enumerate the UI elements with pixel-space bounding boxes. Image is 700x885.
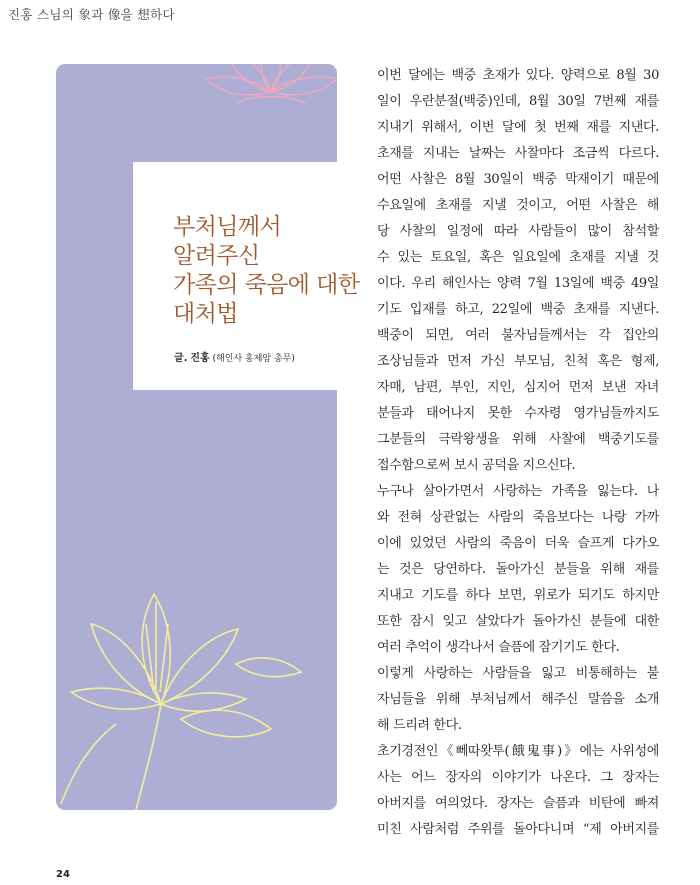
body-line: 여러 추억이 생각나서 슬픔에 잠기기도 한다. (377, 640, 620, 655)
body-line: 와 전혀 상관없는 사람의 죽음보다는 나랑 가까 (377, 510, 659, 525)
body-line: 사는 어느 장자의 이야기가 나온다. 그 장자는 (377, 770, 659, 785)
running-head: 진홍 스님의 象과 像을 想하다 (8, 7, 175, 22)
body-text (377, 63, 659, 843)
body-line: 초재를 지내는 날짜는 사찰마다 조금씩 다르다. (377, 146, 659, 161)
body-line: 조상님들과 먼저 가신 부모님, 친척 혹은 형제, (377, 354, 659, 369)
title-card (133, 162, 365, 390)
author-name: 진홍 (190, 353, 210, 364)
body-line: 기도 입재를 하고, 22일에 백중 초재를 지낸다. (377, 302, 659, 317)
article-title-line: 가족의 죽음에 대한 (173, 272, 360, 298)
author-affiliation: (해인사 홍제암 총무) (212, 354, 295, 364)
body-line: 자님들을 위해 부처님께서 해주신 말씀을 소개 (377, 692, 659, 707)
article-title-line: 대처법 (173, 301, 238, 327)
bottom-lotus-icon (61, 594, 301, 810)
body-line: 수 있는 토요일, 혹은 일요일에 초재를 지낼 것 (377, 250, 659, 265)
body-line: 미친 사람처럼 주위를 돌아다니며 “제 아버지를 (377, 822, 659, 837)
body-line: 접수함으로써 보시 공덕을 지으신다. (377, 458, 576, 473)
body-line: 누구나 살아가면서 사랑하는 가족을 잃는다. 나 (377, 484, 659, 499)
body-line: 아버지를 여의었다. 장자는 슬픔과 비탄에 빠져 (377, 796, 659, 811)
body-line: 지내고 기도를 하다 보면, 위로가 되기도 하지만 (377, 588, 659, 603)
body-line: 이에 있었던 사람의 죽음이 더욱 슬프게 다가오 (377, 536, 659, 551)
body-line: 분들과 태어나지 못한 수자령 영가님들까지도 (377, 406, 659, 421)
body-line: 당 사찰의 일정에 따라 사람들이 많이 참석할 (377, 224, 659, 239)
article-title-line: 알려주신 (173, 243, 260, 269)
article-title-line: 부처님께서 (173, 214, 282, 240)
body-line: 또한 잠시 잊고 살았다가 돌아가신 분들에 대한 (377, 614, 659, 629)
body-line: 그분들의 극락왕생을 위해 사찰에 백중기도를 (377, 432, 659, 447)
body-line: 어떤 사찰은 8월 30일이 백중 막재이기 때문에 (377, 172, 659, 187)
body-line: 이다. 우리 해인사는 양력 7월 13일에 백중 49일 (377, 276, 659, 291)
body-line: 일이 우란분절(백중)인데, 8월 30일 7번째 재를 (377, 94, 659, 109)
byline-prefix: 글. (174, 353, 188, 364)
body-line: 해 드리려 한다. (377, 718, 462, 733)
body-line: 수요일에 초재를 지낼 것이고, 어떤 사찰은 해 (377, 198, 659, 213)
body-line: 이번 달에는 백중 초재가 있다. 양력으로 8월 30 (377, 68, 659, 83)
body-line: 자매, 남편, 부인, 지인, 심지어 먼저 보낸 자녀 (377, 380, 659, 395)
body-line: 백중이 되면, 여러 불자님들께서는 각 집안의 (377, 328, 659, 343)
body-line: 이렇게 사랑하는 사람들을 잃고 비통해하는 불 (377, 666, 659, 681)
body-line: 지내기 위해서, 이번 달에 첫 번째 재를 지낸다. (377, 120, 659, 135)
top-lotus-icon (206, 64, 337, 104)
byline (174, 349, 295, 364)
body-line: 는 것은 당연하다. 돌아가신 분들을 위해 재를 (377, 562, 659, 577)
body-line: 초기경전인《뻬따왓투(餓鬼事)》에는 사위성에 (377, 744, 659, 759)
page-number: 24 (56, 869, 70, 880)
